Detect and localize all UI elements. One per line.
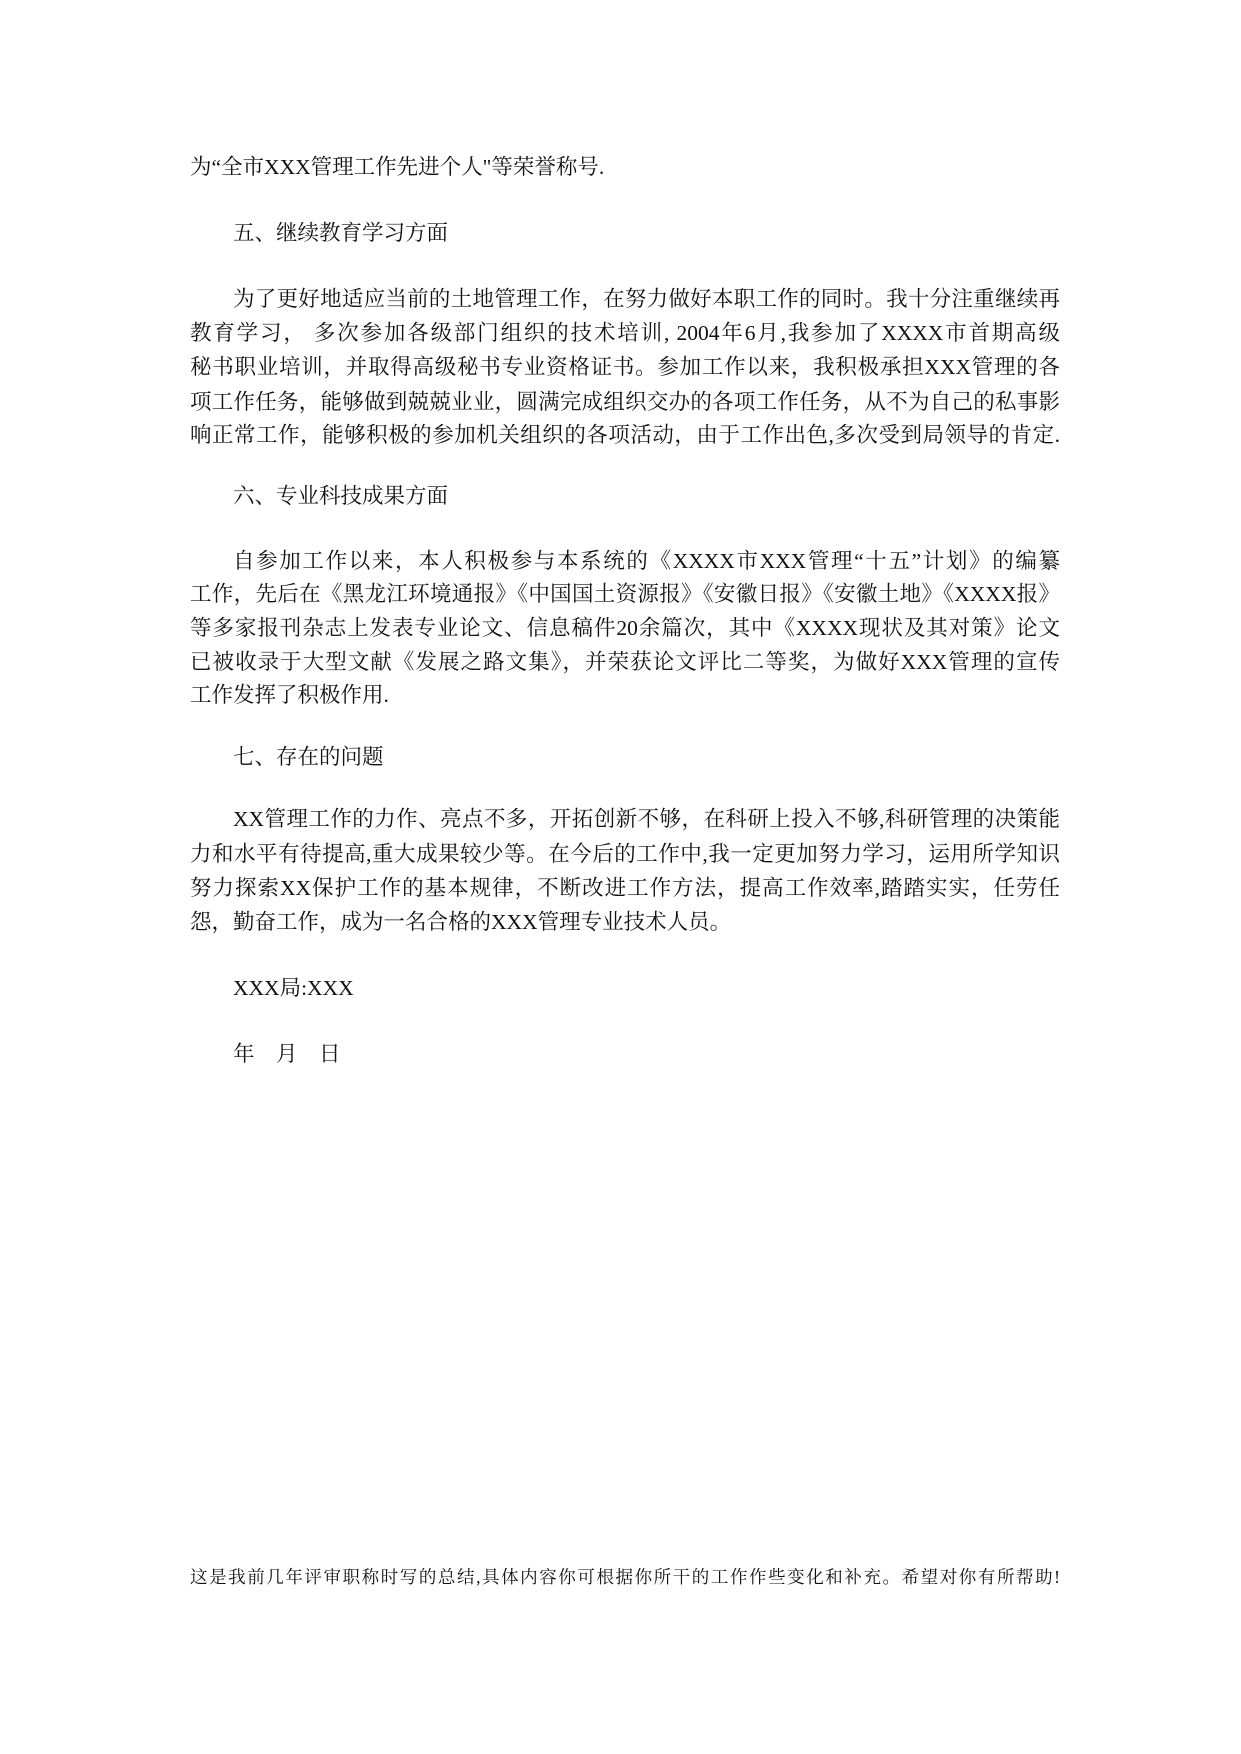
paragraph-line: 教育学习， 多次参加各级部门组织的技术培训, 2004年6月,我参加了XXXX市首期高级 [190,321,1060,345]
section-heading: 七、存在的问题 [233,745,384,769]
paragraph-line: 等多家报刊杂志上发表专业论文、信息稿件20余篇次，其中《XXXX现状及其对策》论文 [190,616,1060,640]
paragraph-line: 工作发挥了积极作用. [190,683,389,707]
footer-note: 这是我前几年评审职称时写的总结,具体内容你可根据你所干的工作作些变化和补充。希望对你有所帮助! [190,1567,1060,1587]
paragraph-line: 自参加工作以来，本人积极参与本系统的《XXXX市XXX管理“十五”计划》的编纂 [233,549,1060,573]
intro-line: 为“全市XXX管理工作先进个人"等荣誉称号. [190,155,605,179]
paragraph-line: 秘书职业培训，并取得高级秘书专业资格证书。参加工作以来，我积极承担XXX管理的各 [190,355,1060,379]
paragraph-line: 响正常工作，能够积极的参加机关组织的各项活动，由于工作出色,多次受到局领导的肯定. [190,423,1060,447]
paragraph-line: 项工作任务，能够做到兢兢业业，圆满完成组织交办的各项工作任务，从不为自己的私事影 [190,390,1060,414]
paragraph-line: 怨，勤奋工作，成为一名合格的XXX管理专业技术人员。 [190,910,732,934]
section-heading: 六、专业科技成果方面 [233,484,449,508]
paragraph-line: XX管理工作的力作、亮点不多，开拓创新不够，在科研上投入不够,科研管理的决策能 [233,807,1060,831]
paragraph-line: 已被收录于大型文献《发展之路文集》，并荣获论文评比二等奖，为做好XXX管理的宣传 [190,650,1060,674]
paragraph-line: 为了更好地适应当前的土地管理工作，在努力做好本职工作的同时。我十分注重继续再 [233,287,1060,311]
paragraph-line: 力和水平有待提高,重大成果较少等。在今后的工作中,我一定更加努力学习，运用所学知识 [190,842,1060,866]
section-heading: 五、继续教育学习方面 [233,221,449,245]
paragraph-line: 努力探索XX保护工作的基本规律，不断改进工作方法，提高工作效率,踏踏实实，任劳任 [190,876,1060,900]
paragraph-line: 工作，先后在《黑龙江环境通报》《中国国土资源报》《安徽日报》《安徽土地》《XXXX报》 [190,582,1060,606]
signature: XXX局:XXX [233,976,354,1000]
date-line: 年 月 日 [233,1042,341,1066]
